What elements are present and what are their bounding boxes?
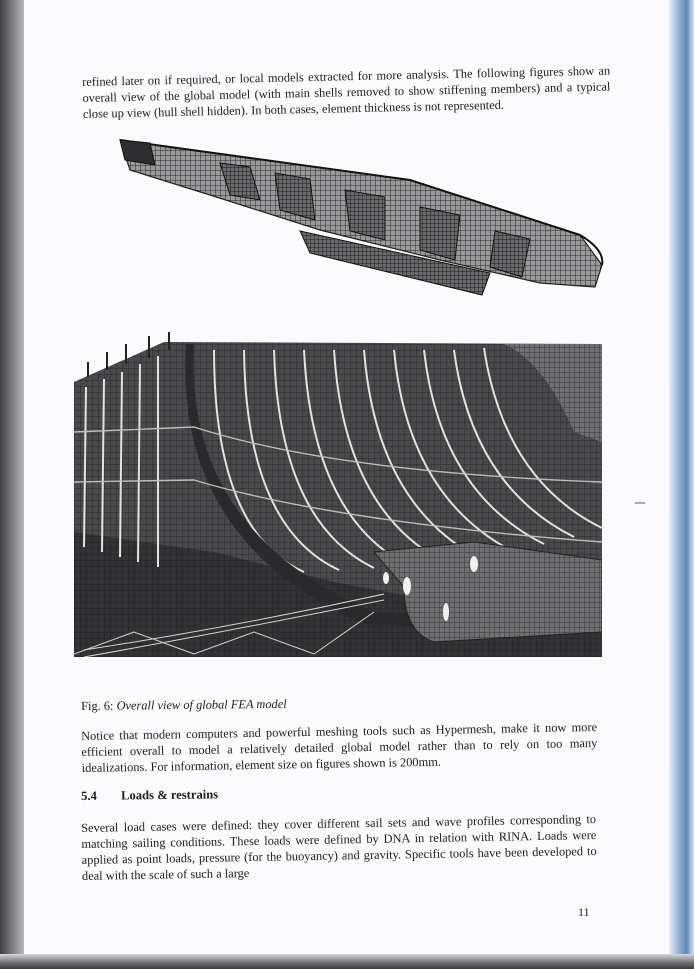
scan-edge-right [669,0,694,954]
figure-caption-title: Overall view of global FEA model [116,696,287,713]
section-number: 5.4 [81,788,97,803]
scan-shadow-bottom [0,954,694,969]
figure-global-model-overview [110,135,610,300]
scan-artifact-mark [635,500,645,506]
page-number: 11 [578,905,590,919]
figure-close-up-view [74,332,602,660]
paragraph-meshing: Notice that modern computers and powerful meshing tools such as Hypermesh, make it now more efficient overall to model a relatively detailed global model rather than to rely on too many idealizations. For information, element size on figures shown is 200mm. [81,719,598,775]
paragraph-load-cases: Several load cases were defined: they cover different sail sets and wave profiles corresponding to matching sailing conditions. These loads were defined by DNA in relation with RINA. Loads were applied as point loads, pressure (for the buoyancy) and gravity. Specific tools have been developed to deal with the scale of such a large [81,812,597,883]
section-title: Loads & restrains [121,787,219,803]
figure-caption-label: Fig. 6: [81,698,117,713]
paragraph-intro: refined later on if required, or local models extracted for more analysis. The following figures show an overall view of the global model (with main shells removed to show stiffening members) and a typical close up view (hull shell hidden). In both cases, element thickness is not represented. [82,63,611,121]
scan-shadow-left [0,0,24,969]
